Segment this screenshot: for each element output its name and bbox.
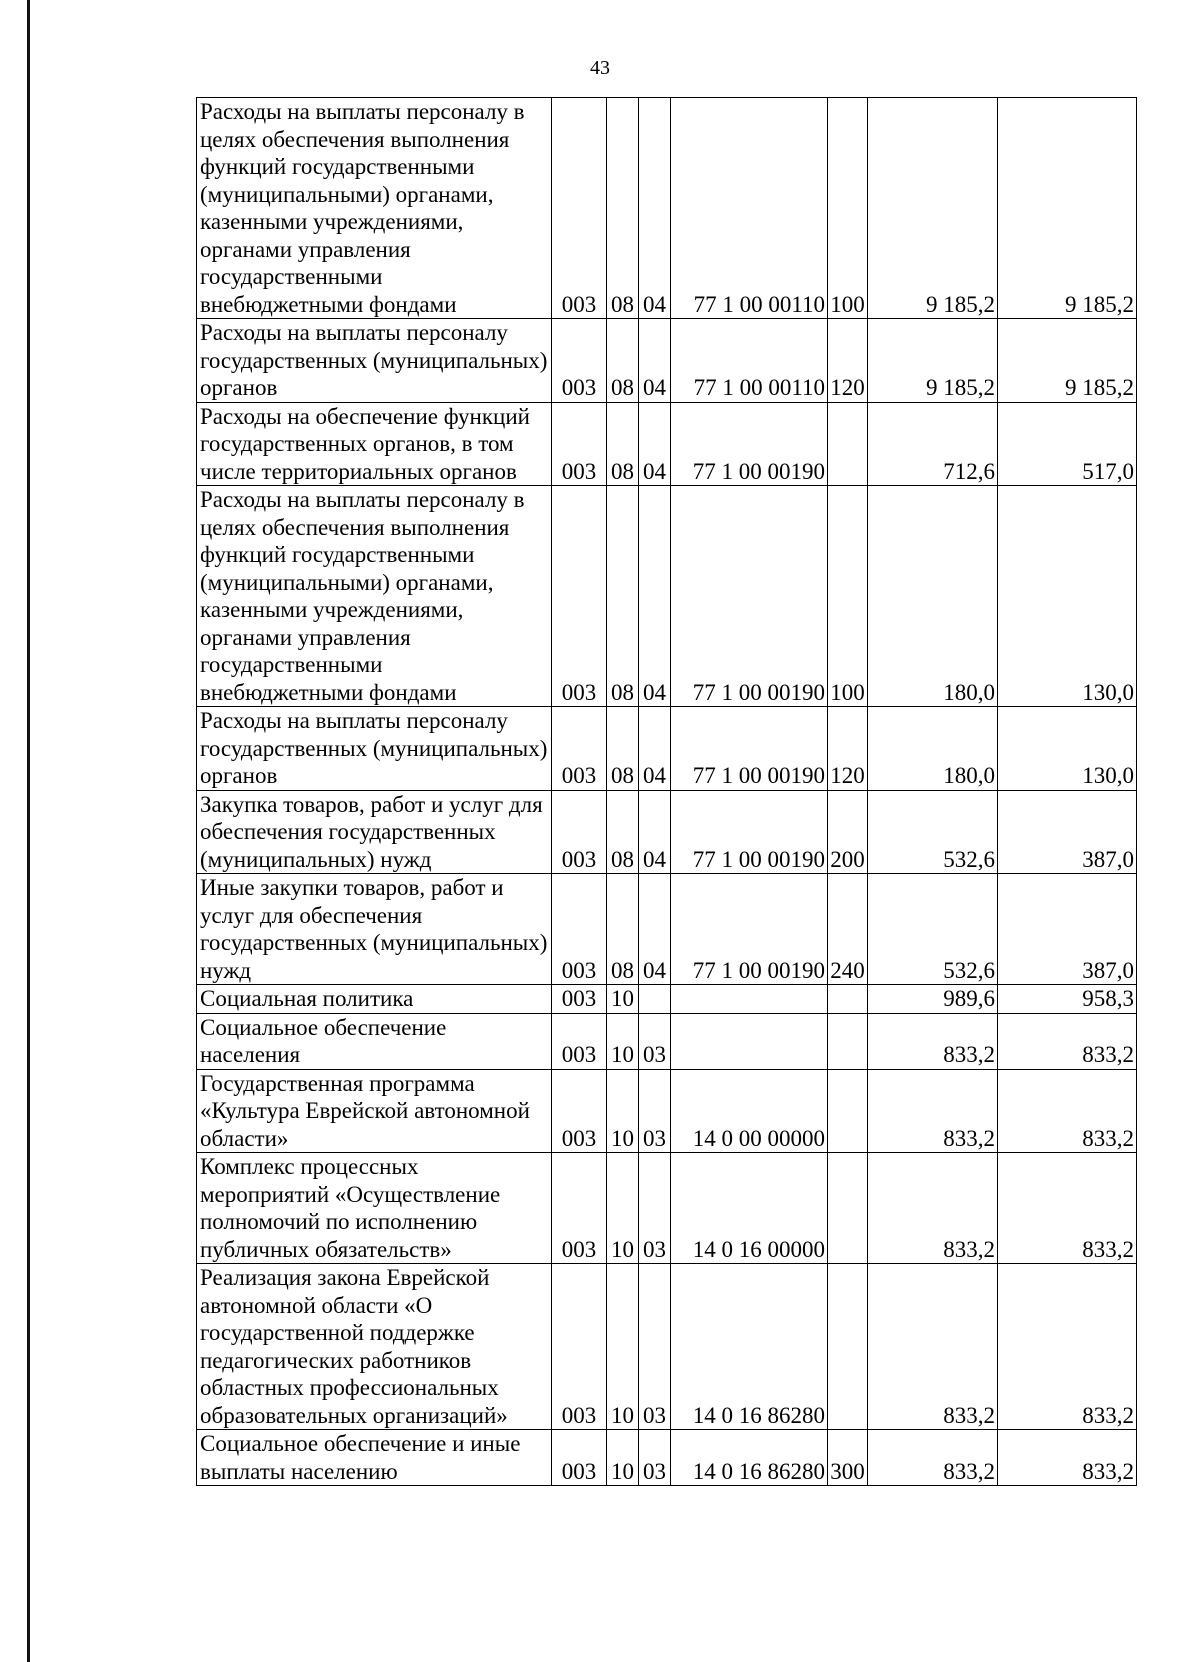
row-target-article-code: 14 0 16 86280 bbox=[671, 1430, 828, 1486]
page-number: 43 bbox=[590, 57, 610, 79]
row-grbs-code: 003 bbox=[552, 486, 607, 707]
row-grbs-code: 003 bbox=[552, 707, 607, 791]
row-grbs-code: 003 bbox=[552, 1430, 607, 1486]
row-amount-1: 180,0 bbox=[868, 707, 998, 791]
row-expense-type-code bbox=[828, 1013, 868, 1069]
row-section-code: 08 bbox=[607, 707, 639, 791]
row-subsection-code: 04 bbox=[639, 319, 671, 403]
row-expense-type-code: 100 bbox=[828, 486, 868, 707]
row-amount-1: 9 185,2 bbox=[868, 319, 998, 403]
row-subsection-code: 04 bbox=[639, 402, 671, 486]
row-subsection-code: 04 bbox=[639, 790, 671, 874]
row-expense-type-code bbox=[828, 402, 868, 486]
row-expense-type-code: 120 bbox=[828, 319, 868, 403]
row-section-code: 10 bbox=[607, 1013, 639, 1069]
binding-margin-line bbox=[27, 0, 30, 1662]
row-amount-1: 180,0 bbox=[868, 486, 998, 707]
row-expense-type-code: 120 bbox=[828, 707, 868, 791]
row-subsection-code bbox=[639, 985, 671, 1014]
row-amount-2: 958,3 bbox=[998, 985, 1137, 1014]
row-name: Расходы на выплаты персоналу в целях обеспечения выполнения функций государственными (муниципальными) органами, казенными учреждениями, органами управления государственными внебюджетными фондами bbox=[197, 486, 552, 707]
row-target-article-code: 77 1 00 00110 bbox=[671, 98, 828, 319]
row-amount-2: 130,0 bbox=[998, 707, 1137, 791]
row-subsection-code: 04 bbox=[639, 486, 671, 707]
row-amount-1: 833,2 bbox=[868, 1264, 998, 1430]
table-body bbox=[197, 98, 1137, 1486]
row-target-article-code: 14 0 16 00000 bbox=[671, 1153, 828, 1264]
row-name: Иные закупки товаров, работ и услуг для обеспечения государственных (муниципальных) нужд bbox=[197, 874, 552, 985]
row-name: Социальная политика bbox=[197, 985, 552, 1014]
table-row bbox=[197, 402, 1137, 486]
row-target-article-code: 77 1 00 00190 bbox=[671, 874, 828, 985]
row-expense-type-code bbox=[828, 985, 868, 1014]
row-amount-2: 833,2 bbox=[998, 1264, 1137, 1430]
row-amount-1: 9 185,2 bbox=[868, 98, 998, 319]
row-grbs-code: 003 bbox=[552, 1264, 607, 1430]
row-amount-2: 9 185,2 bbox=[998, 98, 1137, 319]
row-section-code: 08 bbox=[607, 402, 639, 486]
row-amount-2: 833,2 bbox=[998, 1013, 1137, 1069]
table-row bbox=[197, 486, 1137, 707]
row-target-article-code: 77 1 00 00190 bbox=[671, 486, 828, 707]
budget-table bbox=[196, 97, 1137, 1486]
row-expense-type-code: 200 bbox=[828, 790, 868, 874]
row-target-article-code: 77 1 00 00110 bbox=[671, 319, 828, 403]
table-row bbox=[197, 319, 1137, 403]
row-section-code: 08 bbox=[607, 486, 639, 707]
row-amount-2: 9 185,2 bbox=[998, 319, 1137, 403]
row-expense-type-code: 100 bbox=[828, 98, 868, 319]
row-subsection-code: 03 bbox=[639, 1430, 671, 1486]
row-grbs-code: 003 bbox=[552, 319, 607, 403]
row-name: Расходы на выплаты персоналу государственных (муниципальных) органов bbox=[197, 707, 552, 791]
row-name: Закупка товаров, работ и услуг для обеспечения государственных (муниципальных) нужд bbox=[197, 790, 552, 874]
row-name: Расходы на обеспечение функций государственных органов, в том числе территориальных органов bbox=[197, 402, 552, 486]
row-subsection-code: 04 bbox=[639, 874, 671, 985]
table-row bbox=[197, 1430, 1137, 1486]
row-grbs-code: 003 bbox=[552, 98, 607, 319]
row-grbs-code: 003 bbox=[552, 1069, 607, 1153]
row-subsection-code: 03 bbox=[639, 1264, 671, 1430]
row-subsection-code: 04 bbox=[639, 707, 671, 791]
row-amount-1: 532,6 bbox=[868, 874, 998, 985]
row-section-code: 10 bbox=[607, 985, 639, 1014]
row-amount-1: 532,6 bbox=[868, 790, 998, 874]
row-grbs-code: 003 bbox=[552, 1153, 607, 1264]
row-name: Социальное обеспечение населения bbox=[197, 1013, 552, 1069]
row-subsection-code: 03 bbox=[639, 1153, 671, 1264]
row-section-code: 10 bbox=[607, 1069, 639, 1153]
row-amount-1: 833,2 bbox=[868, 1013, 998, 1069]
row-target-article-code: 14 0 16 86280 bbox=[671, 1264, 828, 1430]
row-target-article-code bbox=[671, 985, 828, 1014]
row-grbs-code: 003 bbox=[552, 985, 607, 1014]
row-name: Социальное обеспечение и иные выплаты населению bbox=[197, 1430, 552, 1486]
row-amount-2: 833,2 bbox=[998, 1153, 1137, 1264]
row-section-code: 08 bbox=[607, 790, 639, 874]
row-name: Государственная программа «Культура Еврейской автономной области» bbox=[197, 1069, 552, 1153]
row-target-article-code: 14 0 00 00000 bbox=[671, 1069, 828, 1153]
table-row bbox=[197, 98, 1137, 319]
row-name: Комплекс процессных мероприятий «Осуществление полномочий по исполнению публичных обязательств» bbox=[197, 1153, 552, 1264]
row-expense-type-code: 300 bbox=[828, 1430, 868, 1486]
table-row bbox=[197, 874, 1137, 985]
row-amount-1: 989,6 bbox=[868, 985, 998, 1014]
table-row bbox=[197, 985, 1137, 1014]
row-target-article-code: 77 1 00 00190 bbox=[671, 790, 828, 874]
row-name: Расходы на выплаты персоналу государственных (муниципальных) органов bbox=[197, 319, 552, 403]
row-subsection-code: 03 bbox=[639, 1013, 671, 1069]
row-subsection-code: 04 bbox=[639, 98, 671, 319]
table-row bbox=[197, 790, 1137, 874]
table-row bbox=[197, 707, 1137, 791]
row-target-article-code: 77 1 00 00190 bbox=[671, 402, 828, 486]
table-row bbox=[197, 1153, 1137, 1264]
row-section-code: 08 bbox=[607, 98, 639, 319]
row-amount-2: 833,2 bbox=[998, 1069, 1137, 1153]
row-amount-2: 387,0 bbox=[998, 790, 1137, 874]
row-name: Расходы на выплаты персоналу в целях обеспечения выполнения функций государственными (муниципальными) органами, казенными учреждениями, органами управления государственными внебюджетными фондами bbox=[197, 98, 552, 319]
row-expense-type-code bbox=[828, 1264, 868, 1430]
row-target-article-code bbox=[671, 1013, 828, 1069]
table-row bbox=[197, 1069, 1137, 1153]
row-section-code: 10 bbox=[607, 1153, 639, 1264]
row-expense-type-code: 240 bbox=[828, 874, 868, 985]
row-name: Реализация закона Еврейской автономной области «О государственной поддержке педагогических работников областных профессиональных образовательных организаций» bbox=[197, 1264, 552, 1430]
row-amount-2: 833,2 bbox=[998, 1430, 1137, 1486]
row-amount-1: 712,6 bbox=[868, 402, 998, 486]
table-row bbox=[197, 1013, 1137, 1069]
row-section-code: 08 bbox=[607, 874, 639, 985]
row-amount-1: 833,2 bbox=[868, 1153, 998, 1264]
row-amount-1: 833,2 bbox=[868, 1430, 998, 1486]
table-row bbox=[197, 1264, 1137, 1430]
row-amount-2: 517,0 bbox=[998, 402, 1137, 486]
row-grbs-code: 003 bbox=[552, 790, 607, 874]
row-section-code: 10 bbox=[607, 1430, 639, 1486]
row-amount-2: 130,0 bbox=[998, 486, 1137, 707]
row-section-code: 10 bbox=[607, 1264, 639, 1430]
row-target-article-code: 77 1 00 00190 bbox=[671, 707, 828, 791]
row-amount-1: 833,2 bbox=[868, 1069, 998, 1153]
row-subsection-code: 03 bbox=[639, 1069, 671, 1153]
row-grbs-code: 003 bbox=[552, 1013, 607, 1069]
row-grbs-code: 003 bbox=[552, 874, 607, 985]
row-expense-type-code bbox=[828, 1069, 868, 1153]
row-expense-type-code bbox=[828, 1153, 868, 1264]
row-section-code: 08 bbox=[607, 319, 639, 403]
row-grbs-code: 003 bbox=[552, 402, 607, 486]
row-amount-2: 387,0 bbox=[998, 874, 1137, 985]
